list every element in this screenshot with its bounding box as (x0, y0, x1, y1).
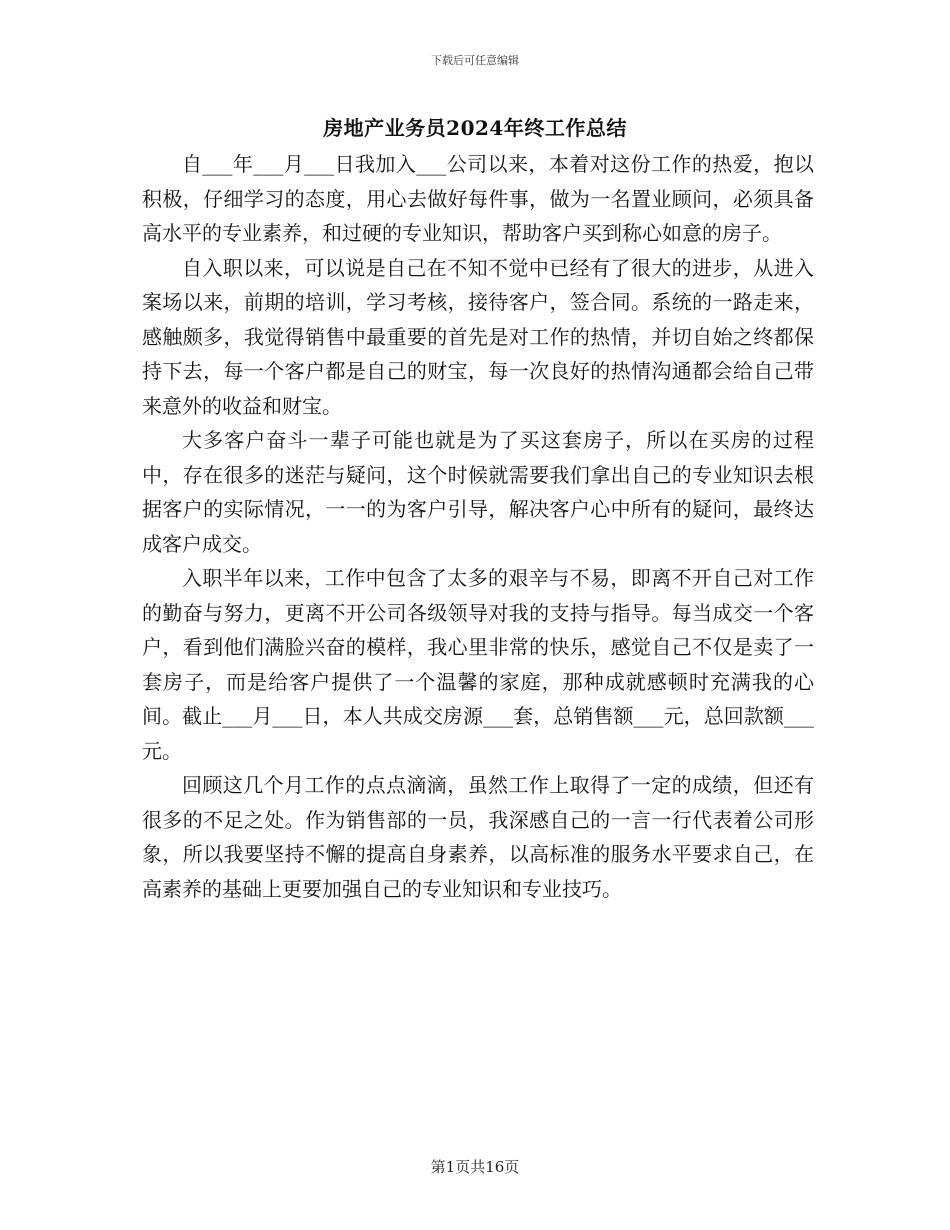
paragraph: 回顾这几个月工作的点点滴滴，虽然工作上取得了一定的成绩，但还有很多的不足之处。作为销售部的一员，我深感自己的一言一行代表着公司形象，所以我要坚持不懈的提高自身素养，以高标准的服务水平要求自己，在高素养的基础上更要加强自己的专业知识和专业技巧。 (142, 773, 814, 901)
header-note: 下载后可任意编辑 (431, 54, 519, 67)
paragraph: 自入职以来，可以说是自己在不知不觉中已经有了很大的进步，从进入案场以来，前期的培训，学习考核，接待客户，签合同。系统的一路走来，感触颇多，我觉得销售中最重要的首先是对工作的热情，并切自始之终都保持下去，每一个客户都是自己的财宝，每一次良好的热情沟通都会给自己带来意外的收益和财宝。 (142, 255, 814, 418)
paragraph: 自___年___月___日我加入___公司以来，本着对这份工作的热爱，抱以积极，仔细学习的态度，用心去做好每件事，做为一名置业顾问，必须具备高水平的专业素养，和过硬的专业知识，帮助客户买到称心如意的房子。 (142, 152, 814, 245)
page-indicator: 第1页共16页 (430, 1158, 520, 1176)
paragraph: 大多客户奋斗一辈子可能也就是为了买这套房子，所以在买房的过程中，存在很多的迷茫与疑问，这个时候就需要我们拿出自己的专业知识去根据客户的实际情况，一一的为客户引导，解决客户心中所有的疑问，最终达成客户成交。 (142, 428, 814, 556)
document-body (142, 147, 814, 906)
document-title: 房地产业务员2024年终工作总结 (323, 116, 627, 140)
paragraph: 入职半年以来，工作中包含了太多的艰辛与不易，即离不开自己对工作的勤奋与努力，更离不开公司各级领导对我的支持与指导。每当成交一个客户，看到他们满脸兴奋的模样，我心里非常的快乐，感觉自己不仅是卖了一套房子，而是给客户提供了一个温馨的家庭，那种成就感顿时充满我的心间。截止___月___日，本人共成交房源___套，总销售额___元，总回款额___元。 (142, 566, 814, 763)
